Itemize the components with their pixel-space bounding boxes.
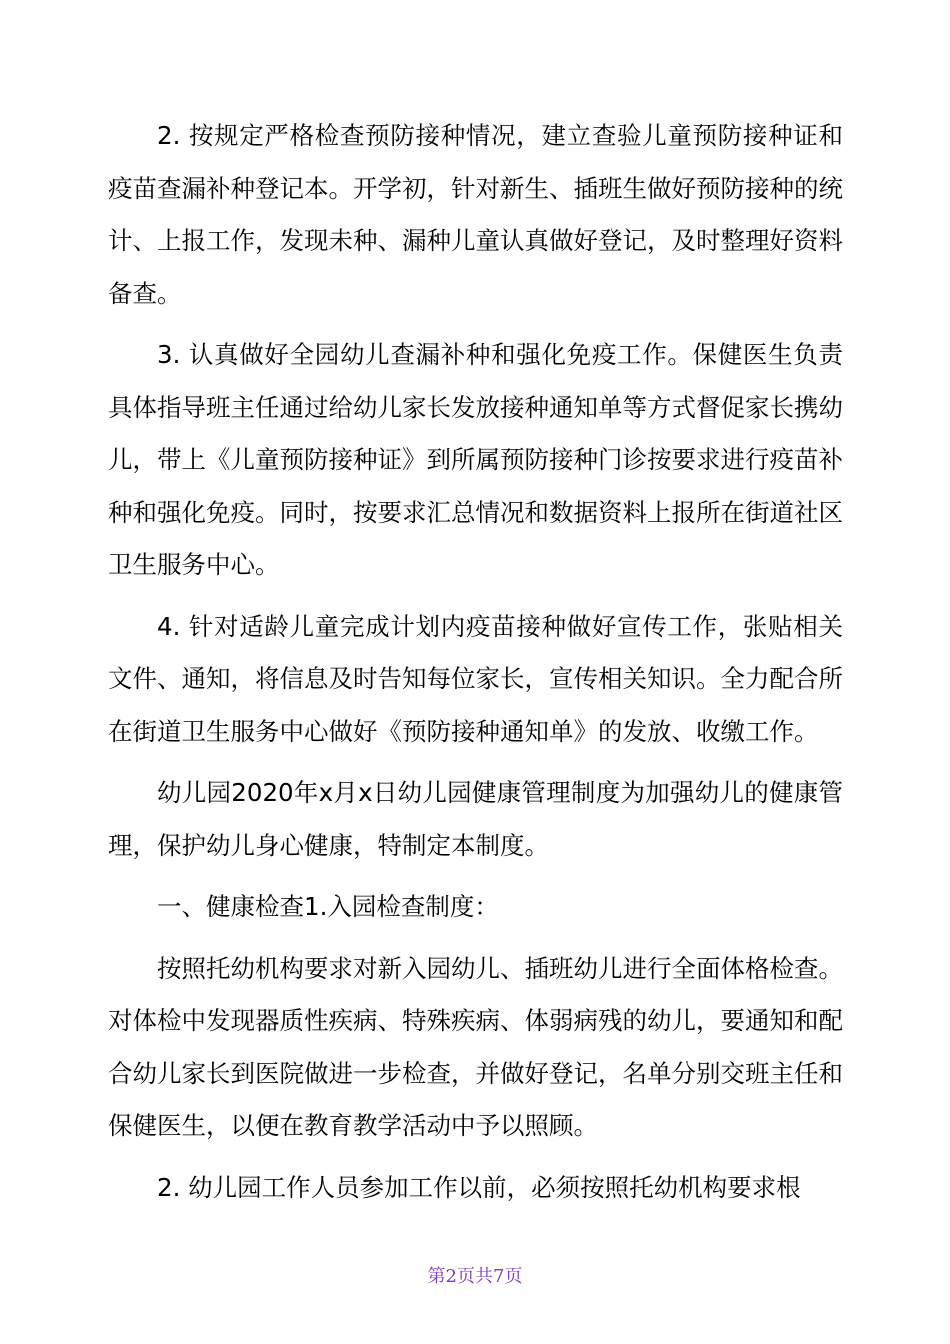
paragraph-publicity-work: 4. 针对适龄儿童完成计划内疫苗接种做好宣传工作，张贴相关文件、通知，将信息及时告知每位家长，宣传相关知识。全力配合所在街道卫生服务中心做好《预防接种通知单》的发放、收缴工作。 (108, 611, 843, 746)
paragraph-vaccination-check: 2. 按规定严格检查预防接种情况，建立查验儿童预防接种证和疫苗查漏补种登记本。开学初，针对新生、插班生做好预防接种的统计、上报工作，发现未种、漏种儿童认真做好登记，及时整理好资料备查。 (108, 121, 843, 308)
paragraph-health-policy-intro: 幼儿园2020年x月x日幼儿园健康管理制度为加强幼儿的健康管理，保护幼儿身心健康，特制定本制度。 (108, 778, 843, 860)
document-body (108, 110, 843, 1223)
section-heading-health-check: 一、健康检查1.入园检查制度： (157, 892, 499, 921)
page-number: 第2页共7页 (427, 1266, 523, 1287)
paragraph-catch-up-vaccination: 3. 认真做好全园幼儿查漏补种和强化免疫工作。保健医生负责具体指导班主任通过给幼儿家长发放接种通知单等方式督促家长携幼儿，带上《儿童预防接种证》到所属预防接种门诊按要求进行疫苗补种和强化免疫。同时，按要求汇总情况和数据资料上报所在街道社区卫生服务中心。 (108, 340, 843, 579)
paragraph-entry-examination: 按照托幼机构要求对新入园幼儿、插班幼儿进行全面体格检查。对体检中发现器质性疾病、特殊疾病、体弱病残的幼儿，要通知和配合幼儿家长到医院做进一步检查，并做好登记，名单分别交班主任和保健医生，以便在教育教学活动中予以照顾。 (108, 953, 843, 1140)
paragraph-staff-examination: 2. 幼儿园工作人员参加工作以前，必须按照托幼机构要求根 (157, 1172, 801, 1202)
